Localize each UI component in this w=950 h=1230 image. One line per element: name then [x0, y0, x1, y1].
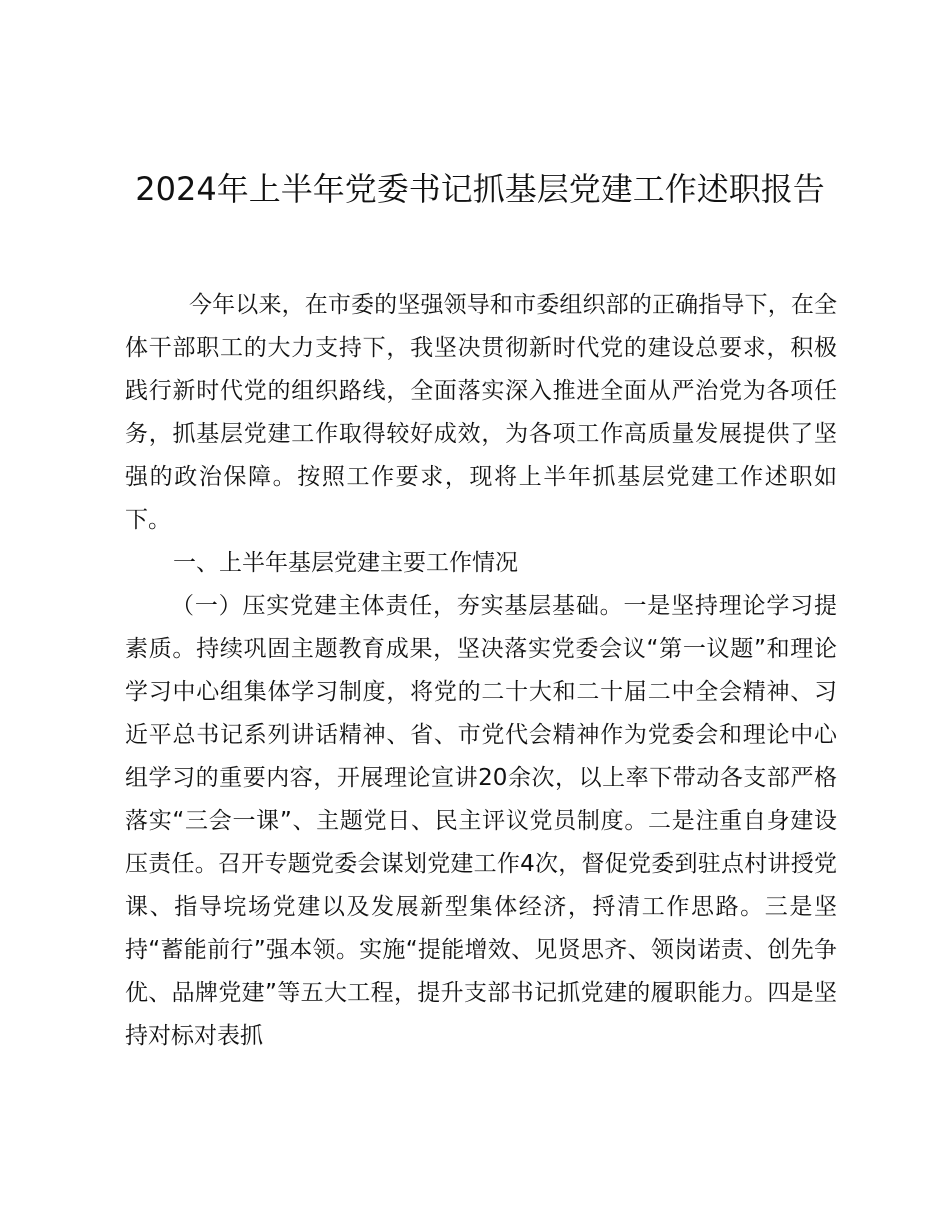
intro-paragraph: 今年以来，在市委的坚强领导和市委组织部的正确指导下，在全体干部职工的大力支持下，我坚决贯彻新时代党的建设总要求，积极践行新时代党的组织路线，全面落实深入推进全面从严治党为各项任务，抓基层党建工作取得较好成效，为各项工作高质量发展提供了坚强的政治保障。按照工作要求，现将上半年抓基层党建工作述职如下。	[125, 292, 837, 533]
document-title: 2024年上半年党委书记抓基层党建工作述职报告	[135, 170, 825, 208]
subsection-paragraph: （一）压实党建主体责任，夯实基层基础。一是坚持理论学习提素质。持续巩固主题教育成果，坚决落实党委会议“第一议题”和理论学习中心组集体学习制度，将党的二十大和二十届二中全会精神、习近平总书记系列讲话精神、省、市党代会精神作为党委会和理论中心组学习的重要内容，开展理论宣讲20余次，以上率下带动各支部严格落实“三会一课”、主题党日、民主评议党员制度。二是注重自身建设压责任。召开专题党委会谋划党建工作4次，督促党委到驻点村讲授党课、指导垸场党建以及发展新型集体经济，捋清工作思路。三是坚持“蓄能前行”强本领。实施“提能增效、见贤思齐、领岗诺责、创先争优、品牌党建”等五大工程，提升支部书记抓党建的履职能力。四是坚持对标对表抓	[125, 593, 837, 1049]
section-heading: 一、上半年基层党建主要工作情况	[173, 550, 518, 576]
document-body	[125, 284, 837, 1058]
